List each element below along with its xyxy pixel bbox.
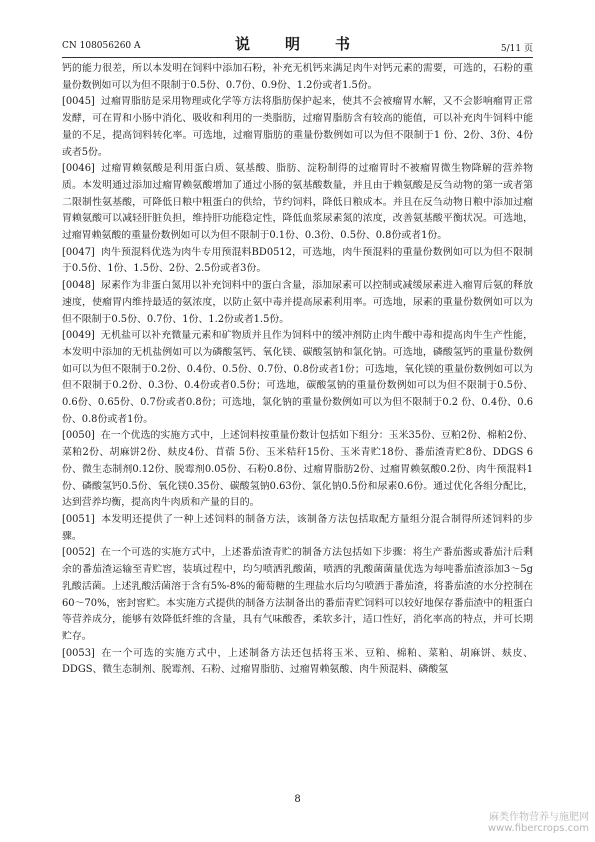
paragraph-text: 在一个优选的实施方式中，上述饲料按重量份数计包括如下组分：玉米35份、豆粕2份、棉粕2份、菜粕2份、胡麻饼2份、麸皮4份、苜蓿 5份、玉米秸秆15份、玉米青贮18份、番茄渣青贮8份、DDGS 6份、微生态制剂0.12份、脱霉剂0.05份、石粉0.8份、过瘤胃脂肪2份、过瘤胃赖氨酸0.2份、肉牛预混料1份、磷酸氢钙0.5份、氧化镁0.35份、碳酸氢钠0.63份、氯化钠0.5份和尿素0.6份。通过优化各组分配比，达到营养均衡，提高肉牛肉质和产量的目的。: [62, 430, 533, 509]
paragraph-text: 在一个可选的实施方式中，上述番茄渣青贮的制备方法包括如下步骤：将生产番茄酱或番茄汁后剩余的番茄渣运输至青贮窖，装填过程中，均匀喷洒乳酸菌，喷洒的乳酸菌菌量优选为每吨番茄渣添加3～5g乳酸活菌。上述乳酸活菌溶于含有5%-8%的葡萄糖的生理盐水后均匀喷洒于番茄渣，将番茄渣的水分控制在60～70%，密封窖贮。本实施方式提供的制备方法制备出的番茄青贮饲料可以较好地保存番茄渣中的粗蛋白等营养成分，能够有效降低纤维的含量，具有气味酸香，柔软多汁，适口性好，消化率高的特点，并可长期贮存。: [62, 547, 533, 642]
paragraph-0052: [62, 545, 533, 645]
paragraph-0048: [62, 278, 533, 328]
paragraph-number: [0047]: [62, 246, 95, 258]
watermark-url: www.fibercrops.com: [487, 823, 589, 834]
paragraph-text: 尿素作为非蛋白氮用以补充饲料中的蛋白含量，添加尿素可以控制或减缓尿素进入瘤胃后氨的释放速度，使瘤胃内维持最适的氨浓度，以防止氨中毒并提高尿素利用率。可选地，尿素的重量份数例如可以为但不限制于0.5份、0.7份、1份、1.2份或者1.5份。: [62, 280, 533, 325]
page-header: [62, 33, 533, 55]
paragraph-number: [0052]: [62, 547, 95, 559]
publication-number: CN 108056260 A: [62, 41, 141, 51]
paragraph-0045: [62, 94, 533, 161]
site-watermark: [488, 808, 589, 834]
paragraph-number: [0046]: [62, 163, 95, 175]
watermark-name: 麻类作物营养与施肥网: [489, 812, 589, 823]
paragraph-0050: [62, 428, 533, 512]
paragraph-text: 无机盐可以补充微量元素和矿物质并且作为饲料中的缓冲剂防止肉牛酸中毒和提高肉牛生产性能，本发明中添加的无机盐例如可以为磷酸氢钙、氧化镁、碳酸氢钠和氯化钠。可选地，磷酸氢钙的重量份数例如可以为但不限制于0.2份、0.4份、0.5份、0.7份、0.8份或者1份；可选地，氧化镁的重量份数例如可以为但不限制于0.2份、0.3份、0.4份或者0.5份；可选地，碳酸氢钠的重量份数例如可以为但不限制于0.5份、0.6份、0.65份、0.7份或者0.8份；可选地，氯化钠的重量份数例如可以为但不限制于0.2 份、0.4份、0.6份、0.8份或者1份。: [62, 330, 533, 425]
paragraph-number: [0053]: [62, 647, 95, 659]
paragraph-0046: [62, 161, 533, 245]
page-number: 8: [294, 794, 301, 805]
header-divider: [62, 57, 533, 58]
paragraph-text: 在一个可选的实施方式中，上述制备方法还包括将玉米、豆粕、棉粕、菜粕、胡麻饼、麸皮、DDGS、微生态制剂、脱霉剂、石粉、过瘤胃脂肪、过瘤胃赖氨酸、肉牛预混料、磷酸氢: [62, 647, 533, 676]
paragraph-0049: [62, 328, 533, 428]
document-title: 说 明 书: [234, 35, 360, 53]
paragraph-number: [0045]: [62, 96, 95, 108]
paragraph-0047: [62, 245, 533, 278]
paragraph-number: [0050]: [62, 430, 95, 442]
paragraph-number: [0048]: [62, 280, 95, 292]
paragraph-0053: [62, 646, 533, 679]
paragraph-text: 过瘤胃赖氨酸是利用蛋白质、氨基酸、脂肪、淀粉制得的过瘤胃时不被瘤胃微生物降解的营养物质。本发明通过添加过瘤胃赖氨酸增加了通过小肠的氨基酸数量，并且由于赖氨酸是反刍动物的第一或者第二限制性氨基酸，可降低日粮中粗蛋白的供给，节约饲料，降低日粮成本。并且在反刍动物日粮中添加过瘤胃赖氨酸可以减轻肝脏负担，维持肝功能稳定性，降低血浆尿素氮的浓度，改善氨基酸平衡状况。可选地，过瘤胃赖氨酸的重量份数例如可以为但不限制于0.1份、0.3份、0.5份、0.8份或者1份。: [62, 163, 533, 242]
continued-paragraph: 钙的能力很差，所以本发明在饲料中添加石粉，补充无机钙来满足肉牛对钙元素的需要，可选的，石粉的重量份数例如可以为但不限制于0.5份、0.7份、0.9份、1.2份或者1.5份。: [62, 63, 533, 91]
paragraph-0051: [62, 512, 533, 545]
paragraph-number: [0049]: [62, 330, 95, 342]
document-body: [62, 61, 533, 679]
paragraph-text: 本发明还提供了一种上述饲料的制备方法，该制备方法包括取配方量组分混合制得所述饲料的步骤。: [62, 513, 533, 542]
page-info: 5/11 页: [500, 44, 533, 54]
paragraph-text: 肉牛预混料优选为肉牛专用预混料BD0512，可选地，肉牛预混料的重量份数例如可以为但不限制于0.5份、1份、1.5份、2份、2.5份或者3份。: [62, 246, 533, 275]
paragraph-text: 过瘤胃脂肪是采用物理或化学等方法将脂肪保护起来，使其不会被瘤胃水解，又不会影响瘤胃正常发酵，可在胃和小肠中消化、吸收和利用的一类脂肪，过瘤胃脂肪含有较高的能值，可以补充肉牛饲料中能量的不足，提高饲料转化率。可选地，过瘤胃脂肪的重量份数例如可以为但不限制于1 份、2份、3份、4份或者5份。: [62, 96, 533, 158]
paragraph-number: [0051]: [62, 513, 95, 525]
